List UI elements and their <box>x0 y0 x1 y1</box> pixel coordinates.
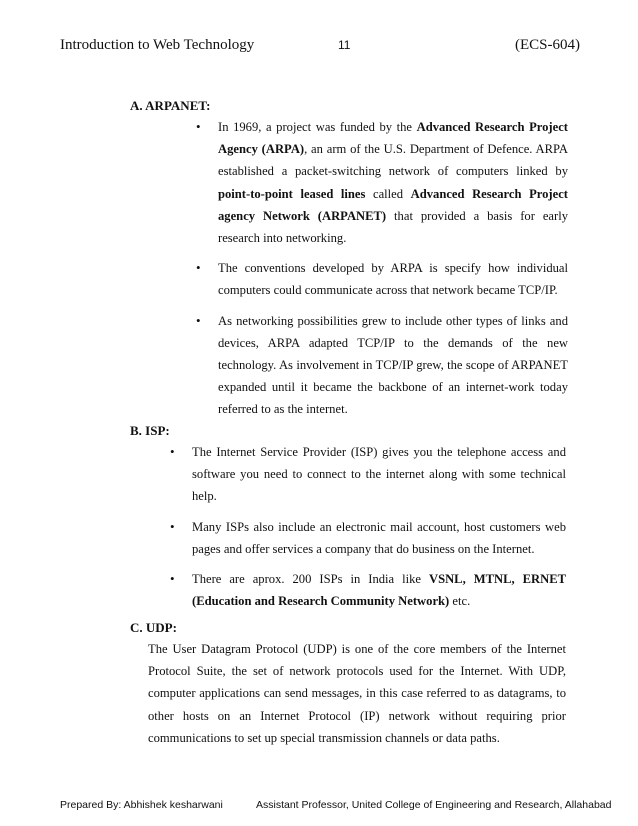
list-item: • The Internet Service Provider (ISP) gives you the telephone access and software you need to connect to the internet along with some technical help. <box>170 441 566 508</box>
page-number: 11 <box>338 38 351 52</box>
section-heading-arpanet: A. ARPANET: <box>130 98 211 113</box>
list-item: • The conventions developed by ARPA is specify how individual computers could communicate across that network became TCP/IP. <box>196 257 568 301</box>
arpanet-bullet-list <box>196 116 568 429</box>
isp-bullet-list <box>170 441 566 620</box>
author-affiliation: Assistant Professor, United College of Engineering and Research, Allahabad <box>256 799 612 811</box>
page-header <box>60 37 580 59</box>
section-heading-udp: C. UDP: <box>130 620 177 635</box>
list-item: • As networking possibilities grew to include other types of links and devices, ARPA adapted TCP/IP to the demands of the new technology. As involvement in TCP/IP grew, the scope of ARPANET expanded until it became the backbone of an internet-work today referred to as the internet. <box>196 310 568 421</box>
prepared-by: Prepared By: Abhishek kesharwani <box>60 799 223 811</box>
list-item: • Many ISPs also include an electronic mail account, host customers web pages and offer services a company that do business on the Internet. <box>170 516 566 560</box>
document-title: Introduction to Web Technology <box>60 37 255 53</box>
list-item: • In 1969, a project was funded by the Advanced Research Project Agency (ARPA), an arm of the U.S. Department of Defence. ARPA established a packet-switching network of computers linked by point-to-point leased lines called Advanced Research Project agency Network (ARPANET) that provided a basis for early research into networking. <box>196 116 568 249</box>
udp-paragraph: The User Datagram Protocol (UDP) is one of the core members of the Internet Protocol Suite, the set of network protocols used for the Internet. With UDP, computer applications can send messages, in this case referred to as datagrams, to other hosts on an Internet Protocol (IP) network without requiring prior communications to set up special transmission channels or data paths. <box>148 642 566 745</box>
section-heading-isp: B. ISP: <box>130 423 170 438</box>
course-code: (ECS-604) <box>515 37 580 53</box>
list-item: • There are aprox. 200 ISPs in India like VSNL, MTNL, ERNET (Education and Research Community Network) etc. <box>170 568 566 612</box>
